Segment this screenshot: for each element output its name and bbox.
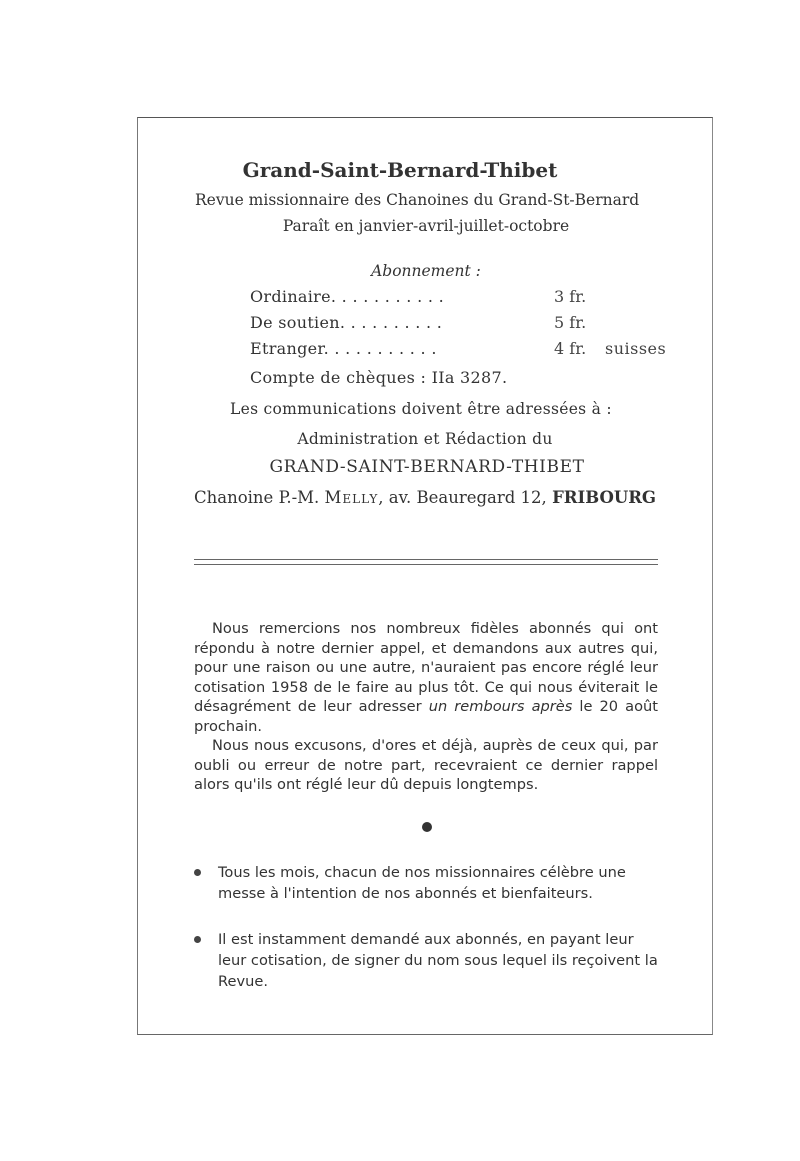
cheque-account: Compte de chèques : IIa 3287. (250, 368, 508, 387)
bullet-dot-icon (194, 936, 201, 943)
address-name: Melly (324, 488, 379, 507)
review-subtitle: Revue missionnaire des Chanoines du Grand-St-Bernard (195, 191, 640, 209)
bullet-separator-icon (422, 822, 432, 832)
subscription-heading: Abonnement : (371, 262, 481, 280)
rate-dots: . . . . . . . . . . . (330, 287, 445, 306)
rate-price: 4 fr. (554, 339, 587, 358)
communications-intro: Les communications doivent être adressées à : (230, 400, 612, 418)
rate-label: Ordinaire (250, 287, 331, 306)
review-title: Grand-Saint-Bernard-Thibet (242, 158, 558, 182)
rate-label: De soutien (250, 313, 340, 332)
bullet-item-masses (194, 862, 660, 904)
rate-dots: . . . . . . . . . . . (323, 339, 437, 358)
review-name-caps: GRAND-SAINT-BERNARD-THIBET (269, 457, 585, 477)
rate-price: 3 fr. (554, 287, 587, 306)
notice-emphasis: un rembours après (428, 698, 573, 715)
address-street: , av. Beauregard 12, (378, 488, 547, 507)
bullet-item-signature (194, 929, 660, 992)
divider-rule-top (194, 559, 658, 560)
rate-dots: . . . . . . . . . . (339, 313, 443, 332)
administration-line: Administration et Rédaction du (297, 430, 553, 448)
publication-schedule: Paraît en janvier-avril-juillet-octobre (282, 217, 570, 235)
notice-paragraph-1: Nous remercions nos nombreux fidèles abonnés qui ont répondu à notre dernier appel, et demandons aux autres qui, pour une raison ou une autre, n'auraient pas encore réglé leur cotisation 1958 de le faire au plus tôt. Ce qui nous éviterait le désagrément de leur adresser un rembours après le 20 août prochain. (194, 620, 658, 735)
notice-paragraph-2: Nous nous excusons, d'ores et déjà, auprès de ceux qui, par oubli ou erreur de notre part, recevraient ce dernier rappel alors qu'ils ont réglé leur dû depuis longtemps. (194, 737, 658, 793)
rate-label: Etranger (250, 339, 324, 358)
notice-body (194, 619, 658, 795)
address-prefix: Chanoine P.-M. (194, 488, 320, 507)
bullet-text: Il est instamment demandé aux abonnés, en payant leur leur cotisation, de signer du nom sous lequel ils reçoivent la Revue. (218, 931, 658, 990)
bullet-dot-icon (194, 869, 201, 876)
bullet-text: Tous les mois, chacun de nos missionnaires célèbre une messe à l'intention de nos abonnés et bienfaiteurs. (218, 864, 626, 902)
address-line (194, 488, 656, 507)
rate-price: 5 fr. (554, 313, 587, 332)
rate-note: suisses (605, 339, 667, 358)
divider-rule-bottom (194, 564, 658, 565)
address-city: FRIBOURG (552, 488, 657, 507)
